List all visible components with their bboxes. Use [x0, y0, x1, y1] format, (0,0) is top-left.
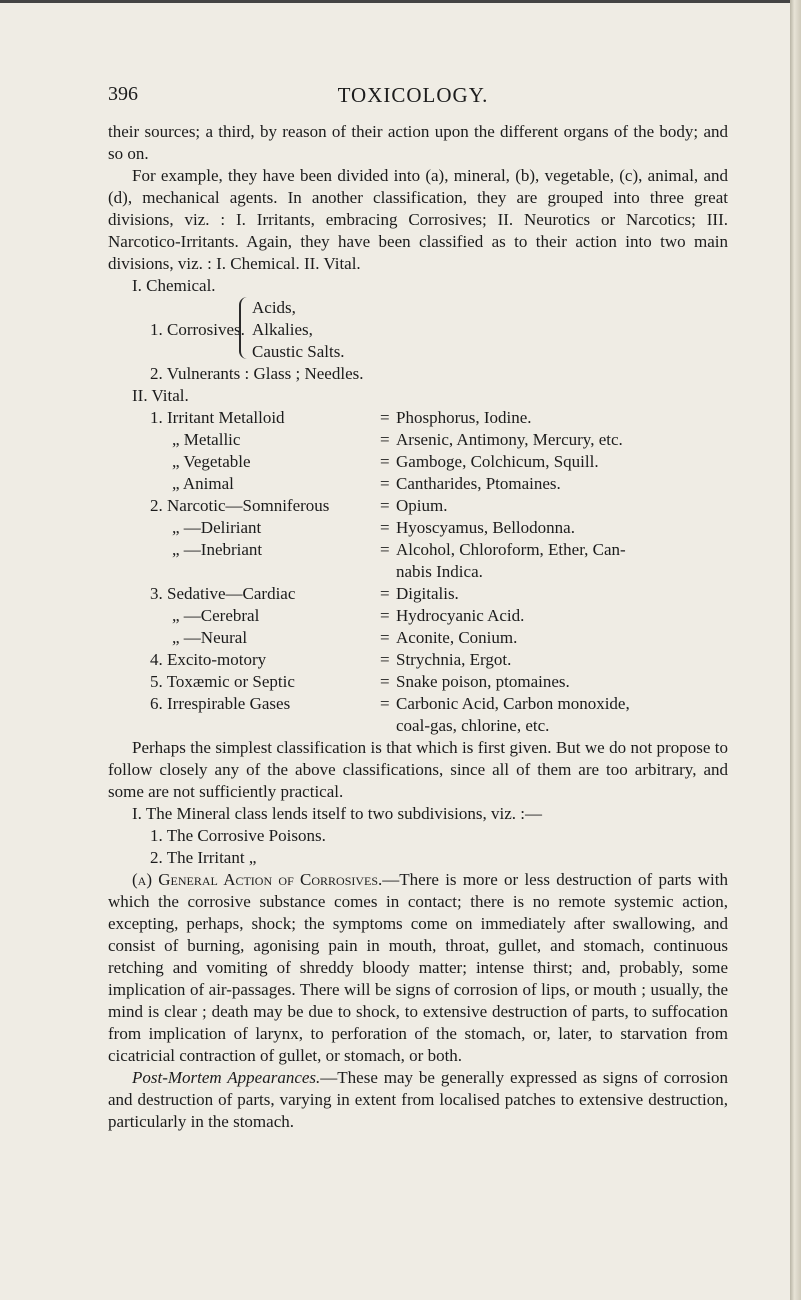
vital-row-examples: Aconite, Conium.: [396, 628, 518, 647]
equals-sign: =: [380, 408, 390, 427]
vital-row-examples: Phosphorus, Iodine.: [396, 408, 532, 427]
corrosive-item-alkalies: Alkalies,: [252, 320, 313, 339]
vital-heading-row: [108, 385, 728, 407]
vital-row-category: „ —Inebriant: [172, 540, 263, 559]
vital-row: [108, 649, 728, 671]
general-action-text: —There is more or less destruction of parts with which the corrosive substance comes in contact; there is no remote systemic action, excepting, perhaps, shock; the symptoms come on immediately after swallowing, and consist of burning, agonising pain in mouth, throat, gullet, and stomach, continuous retching and vomiting of shreddy bloody matter; intense thirst; and, probably, some implication of air-passages. There will be signs of corrosion of lips, or mouth ; usually, the mind is clear ; death may be due to shock, to extensive destruction of parts, to suffocation from implication of larynx, to perforation of the stomach, or, later, to starvation from cicatricial contraction of gullet, or stomach, or both.: [108, 870, 728, 1065]
vital-row-examples: Snake poison, ptomaines.: [396, 672, 570, 691]
general-action-label: (a) General Action of Corrosives.: [132, 870, 383, 889]
subdivision-corrosive: 1. The Corrosive Poisons.: [150, 826, 326, 845]
vital-row-examples: nabis Indica.: [396, 562, 483, 581]
vulnerants-row: [108, 363, 728, 385]
vital-row: [108, 407, 728, 429]
chemical-heading-row: [108, 275, 728, 297]
vital-row-category: „ —Neural: [172, 628, 248, 647]
vital-row-examples: Gamboge, Colchicum, Squill.: [396, 452, 599, 471]
vital-row: [108, 539, 728, 561]
equals-sign: =: [380, 474, 390, 493]
subdivision-irritant: 2. The Irritant „: [150, 848, 257, 867]
equals-sign: =: [380, 672, 390, 691]
equals-sign: =: [380, 496, 390, 515]
vital-row-continuation: [108, 715, 728, 737]
vital-row-category: „ Vegetable: [172, 452, 251, 471]
corrosive-item-acids: Acids,: [252, 298, 296, 317]
vital-row-examples: Hydrocyanic Acid.: [396, 606, 525, 625]
page-body: [108, 121, 728, 1133]
vital-row: [108, 451, 728, 473]
corrosives-label: 1. Corrosives.: [150, 320, 245, 339]
vital-row-category: „ —Cerebral: [172, 606, 260, 625]
page-header: [108, 83, 718, 113]
paragraph-classifications: For example, they have been divided into (a), mineral, (b), vegetable, (c), animal, and (d), mechanical agents. In another classification, they are grouped into three great divisions, viz. : I. Irritants, embracing Corrosives; II. Neurotics or Narcotics; III. Narcotico-Irritants. Again, they have been classified as to their action into two main divisions, viz. : I. Chemical. II. Vital.: [108, 166, 728, 273]
paragraph-simplest-classification: Perhaps the simplest classification is that which is first given. But we do not propose to follow closely any of the above classifications, since all of them are too arbitrary, and some are not sufficiently practical.: [108, 738, 728, 801]
vital-row-examples: Opium.: [396, 496, 448, 515]
vital-row-category: „ Animal: [172, 474, 234, 493]
vital-row-category: 3. Sedative—Cardiac: [150, 584, 296, 603]
subdivision-row: [108, 847, 728, 869]
equals-sign: =: [380, 430, 390, 449]
vital-row-category: „ —Deliriant: [172, 518, 262, 537]
vital-row: [108, 429, 728, 451]
paragraph-post-mortem: [108, 1067, 728, 1133]
vulnerants-line: 2. Vulnerants : Glass ; Needles.: [150, 364, 364, 383]
vital-row: [108, 517, 728, 539]
vital-row: [108, 693, 728, 715]
vital-table: [108, 407, 728, 737]
vital-row: [108, 671, 728, 693]
equals-sign: =: [380, 606, 390, 625]
vital-row-continuation: [108, 561, 728, 583]
equals-sign: =: [380, 694, 390, 713]
page-number: 396: [108, 83, 138, 105]
corrosive-item-caustic-salts: Caustic Salts.: [252, 342, 345, 361]
paragraph-continuation: their sources; a third, by reason of their action upon the different organs of the body; and so on.: [108, 122, 728, 163]
vital-heading: II. Vital.: [132, 386, 189, 405]
equals-sign: =: [380, 650, 390, 669]
post-mortem-label: Post-Mortem Appearances.: [132, 1068, 321, 1087]
page-edge: [790, 0, 801, 1300]
equals-sign: =: [380, 452, 390, 471]
vital-row: [108, 583, 728, 605]
paragraph-general-action: [108, 869, 728, 1067]
vital-row-examples: Strychnia, Ergot.: [396, 650, 512, 669]
running-title: TOXICOLOGY.: [337, 83, 489, 107]
equals-sign: =: [380, 540, 390, 559]
vital-row-examples: Arsenic, Antimony, Mercury, etc.: [396, 430, 623, 449]
equals-sign: =: [380, 628, 390, 647]
equals-sign: =: [380, 518, 390, 537]
post-mortem-text: —These may be generally expressed as signs of corrosion and destruction of parts, varying in extent from localised patches to extensive destruction, particularly in the stomach.: [108, 1068, 728, 1131]
vital-row-examples: Digitalis.: [396, 584, 459, 603]
vital-row: [108, 627, 728, 649]
vital-row-category: 6. Irrespirable Gases: [150, 694, 291, 713]
vital-row-category: 5. Toxæmic or Septic: [150, 672, 295, 691]
chemical-heading: I. Chemical.: [132, 276, 216, 295]
vital-row: [108, 495, 728, 517]
vital-row-category: 4. Excito-motory: [150, 650, 267, 669]
paragraph-mineral-class: I. The Mineral class lends itself to two subdivisions, viz. :—: [132, 804, 543, 823]
vital-row-category: 1. Irritant Metalloid: [150, 408, 285, 427]
vital-row-examples: Carbonic Acid, Carbon monoxide,: [396, 694, 630, 713]
corrosives-brace: [239, 297, 249, 359]
equals-sign: =: [380, 584, 390, 603]
subdivision-row: [108, 825, 728, 847]
vital-row-examples: Hyoscyamus, Bellodonna.: [396, 518, 575, 537]
vital-row: [108, 473, 728, 495]
vital-row: [108, 605, 728, 627]
vital-row-examples: Alcohol, Chloroform, Ether, Can-: [396, 540, 626, 559]
vital-row-category: „ Metallic: [172, 430, 241, 449]
vital-row-category: 2. Narcotic—Somniferous: [150, 496, 330, 515]
vital-row-examples: Cantharides, Ptomaines.: [396, 474, 561, 493]
vital-row-examples: coal-gas, chlorine, etc.: [396, 716, 550, 735]
corrosives-group: [108, 297, 728, 363]
